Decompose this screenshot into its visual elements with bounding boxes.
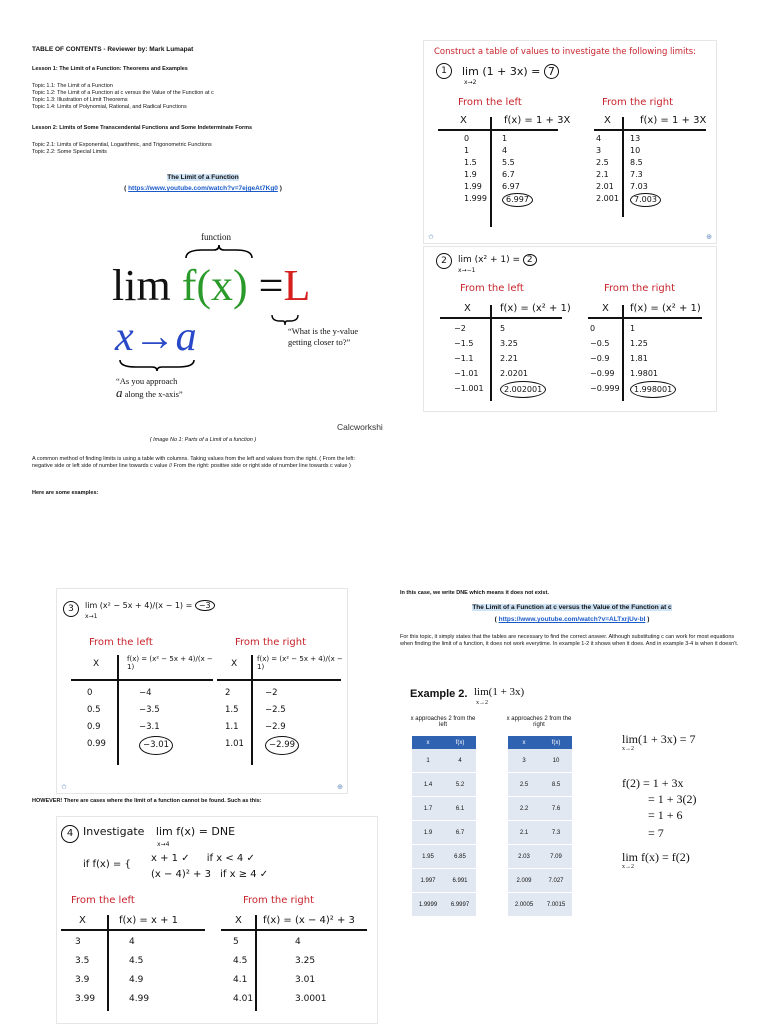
cell: 4 (129, 937, 135, 947)
note2-sub: x→−1 (458, 267, 476, 274)
limit-figure (80, 228, 400, 432)
td: 1.95 (412, 845, 444, 869)
eq: f(x) = f(2) (641, 850, 690, 864)
note-zoom-icon[interactable]: ⊕ (706, 234, 712, 241)
cell: 3.0001 (295, 994, 327, 1004)
note1-sub: x→2 (464, 79, 477, 86)
col-x: X (460, 115, 467, 126)
cell: 7.03 (630, 182, 648, 191)
cell: 1.1 (225, 722, 239, 732)
toc-topic: Topic 1.4: Limits of Polynomial, Rational, and Radical Functions (32, 104, 187, 110)
cell: 1.9 (464, 170, 477, 179)
td: 7.3 (540, 821, 572, 845)
right-label: From the right (602, 97, 674, 108)
answer: −3 (195, 600, 215, 611)
section2-link[interactable]: https://www.youtube.com/watch?v=ALTxrjUv-bI (498, 616, 646, 623)
cell: 3 (596, 146, 602, 155)
cell: −3.1 (139, 722, 160, 732)
note1-limit (462, 65, 559, 78)
right-f-values (630, 321, 676, 398)
however-text: HOWEVER! There are cases where the limit of a function cannot be found. Such as this: (32, 798, 262, 804)
left-x-values (87, 685, 106, 753)
right-label: From the right (604, 283, 676, 294)
left-label: From the left (89, 637, 153, 648)
cell: 6.97 (502, 182, 520, 191)
example-number: 4 (61, 825, 79, 843)
cell: 1.01 (225, 739, 244, 749)
cell: 1.25 (630, 339, 648, 348)
cell: 4 (502, 146, 508, 155)
right-x-values (596, 133, 619, 205)
equals-sign: = (258, 261, 284, 310)
td: 2.009 (508, 869, 540, 893)
td: 7.027 (540, 869, 572, 893)
expr: (1 + 3x) (482, 65, 528, 78)
left-x-values (464, 133, 487, 205)
td: 6.7 (444, 821, 476, 845)
td: 1 (412, 749, 444, 773)
toc-lesson1: Lesson 1: The Limit of a Function: Theorems and Examples (32, 66, 188, 72)
section1-heading (0, 174, 406, 181)
open-paren: ( (196, 261, 211, 310)
col-x: X (464, 303, 471, 314)
table-rule (490, 305, 492, 401)
note-star-icon[interactable]: ✩ (61, 784, 67, 791)
caption-text: along the x-axis” (124, 389, 183, 399)
cell-circled: 1.998001 (630, 381, 676, 398)
example1-note (423, 40, 717, 244)
col-fx: f(x) = (x² − 5x + 4)/(x − 1) (127, 655, 213, 671)
paren: ( (124, 185, 129, 192)
note4-sub: x→4 (157, 841, 170, 848)
eq-limit (622, 732, 696, 747)
cell-circled: 2.002001 (500, 381, 546, 398)
td: 2.2 (508, 797, 540, 821)
cell: 2.21 (500, 354, 518, 363)
th: f(x) (444, 736, 476, 749)
right-values-table (508, 736, 572, 917)
cell: −1.1 (454, 354, 474, 363)
cell: 1.5 (225, 705, 239, 715)
col-fx: f(x) = x + 1 (119, 915, 178, 926)
table-rule (622, 305, 624, 401)
note-zoom-icon[interactable]: ⊕ (337, 784, 343, 791)
toc-topic: Topic 2.2: Some Special Limits (32, 149, 107, 155)
example2-figure (400, 680, 734, 908)
cell: 4.1 (233, 975, 248, 985)
td: 10 (540, 749, 572, 773)
section1-link[interactable]: https://www.youtube.com/watch?v=7ejgeAt7Kg0 (128, 185, 278, 192)
eq-sub: x→2 (622, 864, 634, 870)
cell: −1.01 (454, 369, 479, 378)
cell: 0.9 (87, 722, 101, 732)
section1-link-line (0, 185, 406, 192)
lim: lim (622, 732, 639, 746)
cell: 5 (233, 937, 239, 947)
toc-topic: Topic 1.3: Illustration of Limit Theorems (32, 97, 128, 103)
expr: (x² − 5x + 4)/(x − 1) (99, 601, 184, 610)
cell: 1 (630, 324, 636, 333)
td: 2.5 (508, 773, 540, 797)
cell: −2 (454, 324, 466, 333)
cell: 4.5 (233, 956, 248, 966)
cell: −0.999 (590, 384, 620, 393)
example2-sub: x→2 (476, 700, 488, 706)
td: 7.6 (540, 797, 572, 821)
cell: −0.5 (590, 339, 610, 348)
left-f-values (500, 321, 546, 398)
eq: = (185, 601, 193, 610)
col-fx: f(x) = 1 + 3X (640, 115, 707, 126)
cell: 1.81 (630, 354, 648, 363)
toc-lesson2-topics (32, 142, 212, 156)
table-rule (588, 317, 702, 319)
cell: 3 (75, 937, 81, 947)
cell: 13 (630, 134, 641, 143)
cell-circled: −3.01 (139, 736, 173, 755)
cell: 10 (630, 146, 641, 155)
table-rule (117, 655, 119, 765)
table-rule (251, 655, 253, 765)
left-label: From the left (458, 97, 522, 108)
td: 7.0015 (540, 893, 572, 917)
cell: 0 (590, 324, 596, 333)
section2-heading (392, 604, 752, 611)
left-label: From the left (460, 283, 524, 294)
section1-title: The Limit of a Function (167, 174, 239, 181)
eq: (1 + 3x) = 7 (638, 732, 696, 746)
L-letter: L (283, 261, 311, 310)
answer: 7 (544, 64, 559, 79)
eq-sub: x→2 (622, 746, 634, 752)
cell: −1.5 (454, 339, 474, 348)
brace-under-approach (118, 358, 198, 372)
th: x (508, 736, 540, 749)
cell: 7.3 (630, 170, 643, 179)
cell: 1.9801 (630, 369, 658, 378)
cell: 3.25 (295, 956, 316, 966)
td: 1.7 (412, 797, 444, 821)
cell: 1 (464, 146, 470, 155)
cell: −1.001 (454, 384, 484, 393)
cell: 4.99 (129, 994, 150, 1004)
toc-title: TABLE OF CONTENTS - Reviewer by: Mark Lumapat (32, 46, 194, 53)
cell: −3.5 (139, 705, 160, 715)
col-fx: f(x) = (x − 4)² + 3 (263, 915, 355, 926)
lim: lim (85, 601, 98, 610)
expr: (1 + 3x) (488, 686, 525, 698)
cell: 3.01 (295, 975, 316, 985)
cell: 2.1 (596, 170, 609, 179)
brace-under-L (270, 313, 300, 327)
function-label: function (201, 232, 231, 242)
cell: 0 (464, 134, 470, 143)
right-x-values (590, 321, 620, 396)
cell: −2 (265, 688, 278, 698)
eq: = (531, 65, 541, 78)
right-f-values (295, 933, 327, 1009)
td: 1.4 (412, 773, 444, 797)
if: if (83, 859, 90, 870)
eq-final (622, 850, 690, 865)
toc-topic: Topic 1.1: The Limit of a Function (32, 83, 113, 89)
col-x: X (79, 915, 86, 926)
investigate: Investigate (83, 825, 145, 838)
cell: −0.9 (590, 354, 610, 363)
lim: lim (458, 255, 472, 265)
cell: −2.5 (265, 705, 286, 715)
cell: 4 (596, 134, 602, 143)
paragraph-table-method: A common method of finding limits is using a table with columns. Taking values from the left and values from the right. ( From the left: negative side or left side of number line towards c value // From the right: positive side or right side of number line towards c value ) (32, 456, 356, 469)
table-rule (622, 117, 624, 217)
example3-note (56, 588, 348, 794)
calcworkshop-watermark: Calcworkshi (337, 422, 383, 432)
table-rule (61, 929, 205, 931)
left-x-values (454, 321, 484, 396)
cell: 8.5 (630, 158, 643, 167)
table-rule (440, 317, 562, 319)
table-rule (594, 129, 706, 131)
note3-sub: x→1 (85, 613, 98, 620)
left-values-table (412, 736, 476, 917)
table-rule (490, 117, 492, 227)
cell-circled: 6.997 (502, 193, 533, 207)
piecewise-cases: x + 1 ✓ if x < 4 ✓ (x − 4)² + 3 if x ≥ 4 ✓ (151, 853, 269, 880)
note2-limit (458, 255, 537, 265)
examples-heading: Here are some examples: (32, 490, 99, 496)
td: 1.9 (412, 821, 444, 845)
table-rule (221, 929, 367, 931)
col-x: X (602, 303, 609, 314)
td: 3 (508, 749, 540, 773)
toc-topic: Topic 2.1: Limits of Exponential, Logarithmic, and Trigonometric Functions (32, 142, 212, 148)
col-fx: f(x) = 1 + 3X (504, 115, 571, 126)
cell: 4.01 (233, 994, 254, 1004)
eq-f2: f(2) = 1 + 3x (622, 776, 684, 790)
caption-line (116, 387, 236, 400)
a-letter: a (116, 385, 123, 400)
note1-header: Construct a table of values to investigate the following limits: (434, 47, 697, 57)
cell: 4 (295, 937, 301, 947)
note4-limit (83, 825, 235, 838)
td: 1.997 (412, 869, 444, 893)
left-x-values (75, 933, 95, 1009)
td: 6.1 (444, 797, 476, 821)
col-x: X (604, 115, 611, 126)
eq: = DNE (198, 825, 236, 838)
example-number: 1 (436, 63, 452, 79)
col-x: X (235, 915, 242, 926)
cell: −0.99 (590, 369, 615, 378)
left-caption: x approaches 2 from the left (410, 716, 476, 728)
cell: 2.01 (596, 182, 614, 191)
example-number: 2 (436, 253, 452, 269)
cell: 0.99 (87, 739, 106, 749)
example-number: 3 (63, 601, 79, 617)
note3-limit (85, 601, 215, 610)
case-cond: if x < 4 (206, 853, 244, 864)
th: x (412, 736, 444, 749)
toc-lesson1-topics (32, 83, 214, 111)
cell-circled: −2.99 (265, 736, 299, 755)
section2-link-line (392, 616, 752, 623)
right-label: From the right (235, 637, 307, 648)
lim: lim (622, 850, 639, 864)
cell: 1.99 (464, 182, 482, 191)
table-rule (107, 915, 109, 1011)
right-label: From the right (243, 895, 315, 906)
cell: 0 (87, 688, 93, 698)
table-rule (71, 679, 213, 681)
example2-limit (474, 686, 524, 698)
lim-word: lim (112, 261, 171, 310)
td: 6.9997 (444, 893, 476, 917)
example2-note (423, 246, 717, 412)
caption-approach (116, 375, 236, 400)
case-cond: if x ≥ 4 (220, 869, 257, 880)
eq-step: = 1 + 6 (648, 808, 683, 822)
eq-step: = 1 + 3(2) (648, 792, 697, 806)
case: x + 1 (151, 853, 179, 864)
close-paren: ) (233, 261, 248, 310)
case: (x − 4)² + 3 (151, 869, 211, 880)
col-x: X (93, 659, 100, 669)
cell: 4.5 (129, 956, 144, 966)
cell-circled: 7.003 (630, 193, 661, 207)
lim: lim (474, 686, 489, 698)
cell: −4 (139, 688, 152, 698)
section2-paragraph: For this topic, it simply states that the tables are necessary to find the correct answer. Although substituting c can work for most equations when finding the limit of a function, it does not work everytime. In example 1-2 it shows when it does. And in example 3-4 is when it doesn't. (400, 634, 739, 647)
table-rule (217, 679, 341, 681)
section2-title: The Limit of a Function at c versus the Value of the Function at c (472, 604, 672, 611)
left-f-values (129, 933, 149, 1009)
table-rule (438, 129, 558, 131)
left-f-values (502, 133, 533, 207)
x-arrow-a: x→a (115, 314, 197, 360)
col-fx: f(x) = (x² + 1) (500, 303, 571, 314)
right-caption: x approaches 2 from the right (506, 716, 572, 728)
image-caption: ( Image No 1: Parts of a Limit of a function ) (149, 437, 257, 443)
th: f(x) (540, 736, 572, 749)
td: 2.0005 (508, 893, 540, 917)
right-f-values (630, 133, 661, 207)
cell: 3.5 (75, 956, 90, 966)
cell: 1 (502, 134, 508, 143)
left-label: From the left (71, 895, 135, 906)
toc-lesson2: Lesson 2: Limits of Some Transcendental Functions and Some Indeterminate Forms (32, 125, 253, 131)
caption-what-y-value: “What is the y-value getting closer to?” (288, 326, 359, 347)
lim: lim f(x) (155, 825, 196, 838)
td: 1.9999 (412, 893, 444, 917)
cell: 1.999 (464, 194, 487, 203)
f-letter: f (181, 261, 197, 310)
dne-note: In this case, we write DNE which means it does not exist. (400, 590, 549, 596)
col-fx: f(x) = (x² − 5x + 4)/(x − 1) (257, 655, 343, 671)
cell: 5 (500, 324, 506, 333)
cell: −2.9 (265, 722, 286, 732)
expr: (x² + 1) (474, 255, 510, 265)
paren: ) (277, 185, 282, 192)
col-x: X (231, 659, 238, 669)
td: 6.991 (444, 869, 476, 893)
col-fx: f(x) = (x² + 1) (630, 303, 701, 314)
td: 7.09 (540, 845, 572, 869)
td: 6.85 (444, 845, 476, 869)
right-x-values (225, 685, 244, 753)
left-f-values (139, 685, 173, 755)
paren: ( (494, 616, 499, 623)
cell: 0.5 (87, 705, 101, 715)
document-page-2 (0, 512, 768, 1024)
td: 2.1 (508, 821, 540, 845)
example4-note (56, 816, 378, 1024)
cell: 2 (225, 688, 231, 698)
cell: 6.7 (502, 170, 515, 179)
td: 5.2 (444, 773, 476, 797)
cell: 2.001 (596, 194, 619, 203)
td: 4 (444, 749, 476, 773)
piecewise: if f(x) = { (83, 859, 131, 870)
eq: = (512, 255, 521, 265)
lim: lim (462, 65, 479, 78)
cell: 2.0201 (500, 369, 528, 378)
answer: 2 (523, 254, 537, 266)
td: 2.03 (508, 845, 540, 869)
paren: ) (645, 616, 650, 623)
cell: 2.5 (596, 158, 609, 167)
right-x-values (233, 933, 253, 1009)
cell: 5.5 (502, 158, 515, 167)
cell: 3.25 (500, 339, 518, 348)
brace-over-function (184, 244, 254, 260)
x-letter: x (211, 261, 233, 310)
td: 8.5 (540, 773, 572, 797)
limit-expression (112, 262, 310, 310)
caption-line: “As you approach (116, 376, 178, 386)
eq-step: = 7 (648, 826, 664, 840)
cell: 4.9 (129, 975, 144, 985)
cell: 1.5 (464, 158, 477, 167)
toc-topic: Topic 1.2: The Limit of a Function at c versus the Value of the Function at c (32, 90, 214, 96)
table-rule (255, 915, 257, 1011)
right-f-values (265, 685, 299, 755)
cell: 3.99 (75, 994, 96, 1004)
note-star-icon[interactable]: ✩ (428, 234, 434, 241)
cell: 3.9 (75, 975, 90, 985)
example2-title: Example 2. (410, 688, 468, 700)
